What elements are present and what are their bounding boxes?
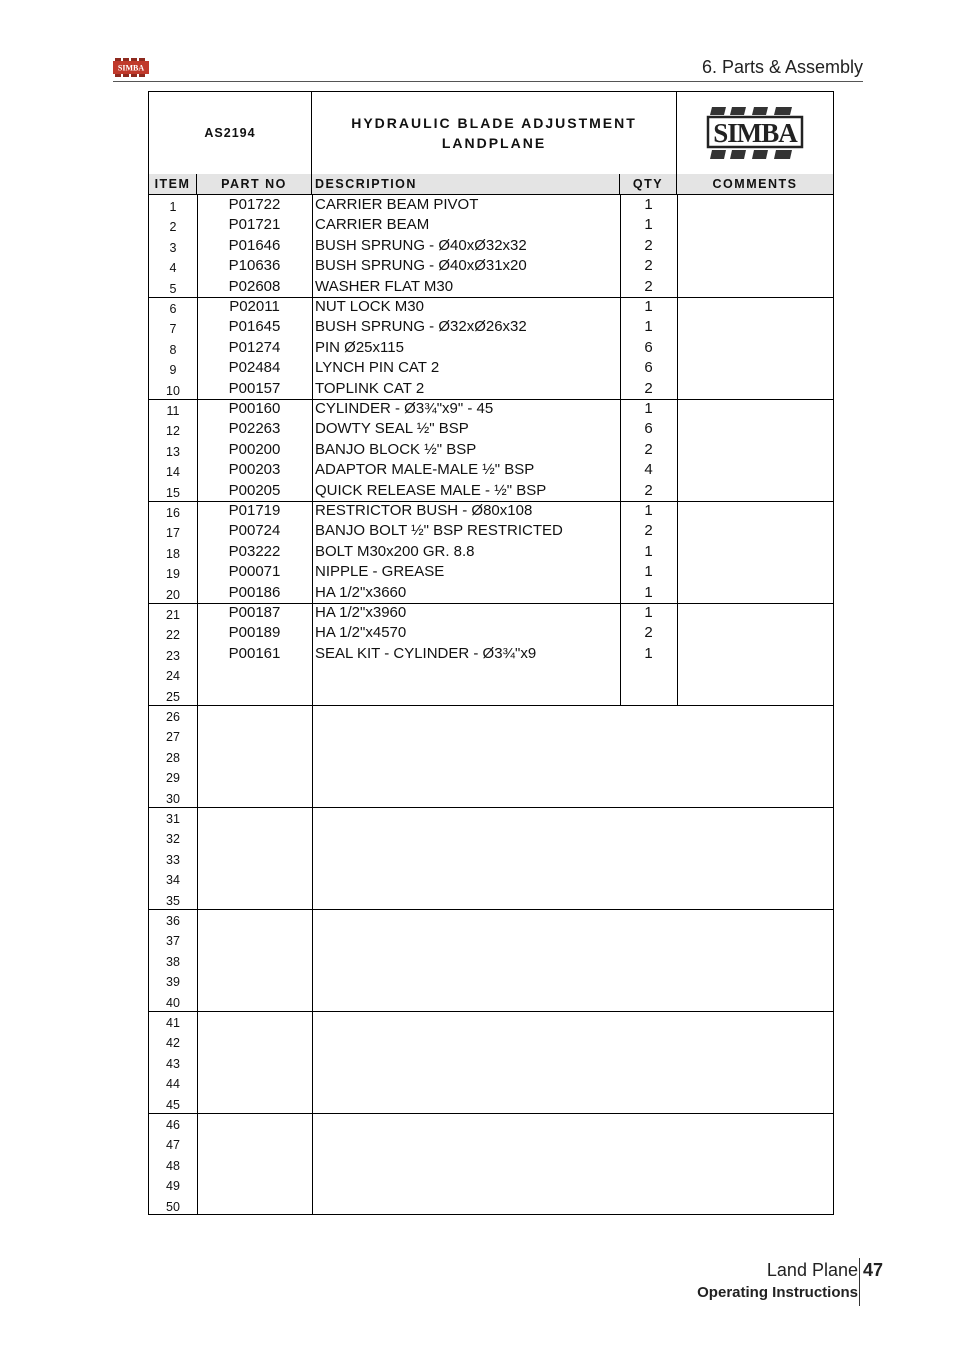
part-number: P01274 [228,338,281,356]
table-row [149,1031,833,1051]
table-row [149,950,833,970]
part-description: ADAPTOR MALE-MALE ½" BSP [315,461,535,479]
item-number: 8 [169,342,177,357]
item-number: 31 [166,812,180,826]
col-item-header: ITEM [149,174,197,194]
item-number: 42 [166,1036,180,1051]
part-description: RESTRICTOR BUSH - Ø80x108 [315,502,533,519]
part-description: QUICK RELEASE MALE - ½" BSP [315,481,547,499]
part-number: P02484 [228,359,281,377]
item-number: 14 [166,465,180,480]
table-row [149,256,833,276]
table-row [149,1113,833,1133]
part-quantity: 1 [644,196,653,213]
table-row [149,338,833,358]
table-row [149,379,833,399]
part-number: P00186 [228,583,281,601]
footer-product: Land Plane [766,1260,858,1280]
item-number: 34 [166,873,180,888]
part-number: P02263 [228,420,281,438]
table-row [149,399,833,419]
part-number: P02011 [229,298,280,315]
table-row [149,889,833,909]
col-comments-header: COMMENTS [712,177,798,191]
page-number: 47 [863,1260,884,1280]
item-number: 9 [169,363,177,378]
part-number: P00160 [228,400,281,417]
item-number: 7 [169,322,177,337]
part-quantity: 1 [644,400,653,417]
table-row [149,644,833,664]
table-row [149,991,833,1011]
table-row [149,827,833,847]
item-number: 29 [166,771,180,786]
part-description: CARRIER BEAM PIVOT [315,196,479,213]
item-number: 47 [166,1138,180,1153]
part-number: P10636 [228,257,281,275]
table-row [149,787,833,807]
part-quantity: 1 [644,502,653,519]
table-row [149,970,833,990]
item-number: 24 [166,669,180,684]
part-number: P01645 [228,318,281,336]
table-row [149,766,833,786]
table-row [149,521,833,541]
item-number: 18 [166,546,180,561]
item-number: 13 [166,444,180,459]
table-row [149,583,833,603]
item-number: 11 [166,404,180,418]
part-description: BUSH SPRUNG - Ø40xØ32x32 [315,236,527,254]
item-number: 21 [166,608,180,622]
table-row [149,501,833,521]
item-number: 27 [166,730,180,745]
part-quantity: 2 [644,379,653,397]
item-number: 41 [166,1016,180,1030]
table-row [149,481,833,501]
table-row [149,195,833,215]
part-number: P00187 [228,604,281,621]
part-number: P00161 [228,644,281,662]
table-row [149,297,833,317]
table-row [149,542,833,562]
footer-divider [859,1258,860,1306]
item-number: 5 [169,281,177,296]
item-number: 2 [169,220,177,235]
table-row [149,1174,833,1194]
header-rule [113,81,863,82]
item-number: 35 [166,893,180,908]
item-number: 40 [166,995,180,1010]
item-number: 32 [166,832,180,847]
col-partno-header: PART NO [197,174,312,194]
table-row [149,1154,833,1174]
item-number: 44 [166,1077,180,1092]
part-description: PIN Ø25x115 [315,338,404,356]
item-number: 30 [166,791,180,806]
part-number: P01722 [228,196,281,213]
part-quantity: 2 [644,236,653,254]
assembly-title-line2: LANDPLANE [441,135,547,151]
table-row [149,317,833,337]
col-qty-header: QTY [620,174,677,194]
part-description: BANJO BLOCK ½" BSP [315,440,477,458]
item-number: 45 [166,1097,180,1112]
table-row [149,868,833,888]
item-number: 28 [166,750,180,765]
part-description: DOWTY SEAL ½" BSP [315,420,469,438]
item-number: 22 [166,628,180,643]
part-number: P00189 [228,624,281,642]
part-number: P01646 [228,236,281,254]
part-description: CARRIER BEAM [315,216,430,234]
item-number: 26 [166,710,180,724]
part-quantity: 1 [644,542,653,560]
part-number: P03222 [228,542,281,560]
part-quantity: 2 [644,522,653,540]
item-number: 25 [166,689,180,704]
part-description: NIPPLE - GREASE [315,563,445,581]
part-description: HA 1/2"x3660 [315,583,407,601]
header-logo-text: SIMBA [117,63,145,73]
item-number: 15 [166,485,180,500]
item-number: 43 [166,1056,180,1071]
table-row [149,685,833,705]
part-number: P00200 [228,440,281,458]
assembly-title-line1: HYDRAULIC BLADE ADJUSTMENT [351,115,637,131]
table-row [149,1072,833,1092]
item-number: 23 [166,648,180,663]
column-headers [149,174,833,195]
part-description: TOPLINK CAT 2 [315,379,425,397]
part-quantity: 2 [644,624,653,642]
item-number: 12 [166,424,180,439]
table-row [149,725,833,745]
table-row [149,1133,833,1153]
logo-text: SIMBA [713,118,797,148]
item-number: 46 [166,1118,180,1132]
item-number: 50 [166,1199,180,1214]
part-quantity: 1 [644,563,653,581]
table-row [149,1052,833,1072]
part-number: P01721 [228,216,281,234]
part-number: P00157 [228,379,281,397]
part-quantity: 6 [644,359,653,377]
part-quantity: 1 [644,583,653,601]
table-row [149,440,833,460]
item-number: 16 [166,506,180,520]
item-number: 4 [169,261,177,276]
table-row [149,807,833,827]
table-row [149,909,833,929]
table-row [149,664,833,684]
part-quantity: 1 [644,216,653,234]
part-quantity: 4 [644,461,653,479]
item-number: 48 [166,1158,180,1173]
parts-table-body [149,195,833,1214]
item-number: 10 [166,383,180,398]
item-number: 20 [166,587,180,602]
table-row [149,746,833,766]
part-quantity: 6 [644,420,653,438]
item-number: 38 [166,954,180,969]
section-title: 6. Parts & Assembly [701,57,863,77]
part-quantity: 2 [644,440,653,458]
part-quantity: 1 [644,644,653,662]
simba-logo [677,92,833,174]
part-number: P00071 [228,563,281,581]
title-block [149,92,833,175]
assembly-code: AS2194 [149,92,312,174]
part-description: WASHER FLAT M30 [315,277,454,295]
part-number: P02608 [228,277,281,295]
part-description: HA 1/2"x4570 [315,624,407,642]
table-row [149,603,833,623]
part-description: HA 1/2"x3960 [315,604,407,621]
item-number: 6 [169,302,177,316]
part-description: SEAL KIT - CYLINDER - Ø3¾"x9 [315,644,537,662]
part-quantity: 1 [644,318,653,336]
item-number: 19 [166,567,180,582]
part-quantity: 2 [644,277,653,295]
part-quantity: 1 [644,604,653,621]
part-number: P00724 [228,522,281,540]
part-description: CYLINDER - Ø3¾"x9" - 45 [315,400,494,417]
part-description: BUSH SPRUNG - Ø32xØ26x32 [315,318,527,336]
part-description: LYNCH PIN CAT 2 [315,359,440,377]
part-quantity: 1 [644,298,653,315]
item-number: 39 [166,975,180,990]
table-row [149,460,833,480]
part-quantity: 6 [644,338,653,356]
assembly-title [312,92,677,174]
table-row [149,623,833,643]
table-row [149,1195,833,1215]
table-row [149,848,833,868]
part-description: BANJO BOLT ½" BSP RESTRICTED [315,522,563,540]
item-number: 36 [166,914,180,928]
item-number: 1 [169,200,177,214]
table-row [149,1011,833,1031]
part-quantity: 2 [644,481,653,499]
part-number: P01719 [228,502,281,519]
table-row [149,929,833,949]
footer-subtitle: Operating Instructions [697,1284,858,1301]
table-row [149,236,833,256]
table-row [149,277,833,297]
table-row [149,1093,833,1113]
table-row [149,562,833,582]
footer [697,1259,858,1301]
header-simba-logo [113,58,149,78]
item-number: 49 [166,1179,180,1194]
table-row [149,358,833,378]
part-description: BOLT M30x200 GR. 8.8 [315,542,475,560]
item-number: 3 [169,240,177,255]
part-description: BUSH SPRUNG - Ø40xØ31x20 [315,257,527,275]
part-number: P00205 [228,481,281,499]
table-row [149,705,833,725]
item-number: 37 [166,934,180,949]
part-quantity: 2 [644,257,653,275]
part-number: P00203 [228,461,281,479]
table-row [149,215,833,235]
part-description: NUT LOCK M30 [315,298,424,315]
item-number: 33 [166,852,180,867]
col-description-header: DESCRIPTION [312,174,620,194]
table-row [149,419,833,439]
parts-list-sheet [148,91,834,1215]
item-number: 17 [166,526,180,541]
